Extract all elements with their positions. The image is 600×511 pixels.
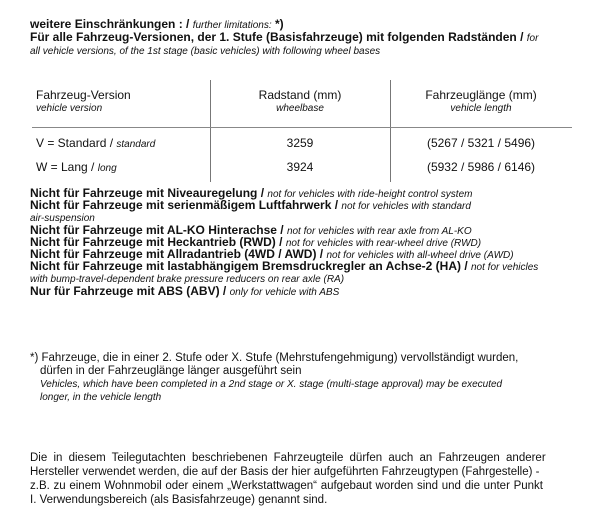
footnote-line-en: Vehicles, which have been completed in a 2nd stage or X. stage (multi-stage approval) may be executed xyxy=(40,379,503,390)
restriction: Nicht für Fahrzeuge mit Niveauregelung / not for vehicles with ride-height control system xyxy=(30,186,473,200)
header-wheelbase: Radstand (mm) wheelbase xyxy=(258,88,342,114)
restriction: Nur für Fahrzeuge mit ABS (ABV) / only for vehicle with ABS xyxy=(30,284,340,298)
footnote-line-en: longer, in the vehicle length xyxy=(40,392,162,403)
restriction: Nicht für Fahrzeuge mit Heckantrieb (RWD) / not for vehicles with rear-wheel drive (RWD) xyxy=(30,235,482,249)
restriction: Nicht für Fahrzeuge mit Allradantrieb (4WD / AWD) / not for vehicles with all-wheel drive (AWD) xyxy=(30,247,514,261)
closing-paragraph-line: I. Verwendungsbereich (als Basisfahrzeuge) genannt sind. xyxy=(30,494,328,506)
row-wheelbase: 3924 xyxy=(286,160,314,174)
closing-paragraph-line: Hersteller verwendet werden, die auf der Basis der hier aufgeführten Fahrzeugtypen (Fahrgestelle) - xyxy=(30,466,540,478)
scope-de: Für alle Fahrzeug-Versionen, der 1. Stufe (Basisfahrzeuge) mit folgenden Radständen / xyxy=(30,30,524,44)
header-version: Fahrzeug-Version vehicle version xyxy=(36,88,131,114)
closing-paragraph-line: z.B. zu einem Wohnmobil oder einem „Werkstattwagen“ aufgebaut worden sind und die unter Punkt xyxy=(30,480,543,492)
restriction: Nicht für Fahrzeuge mit serienmäßigem Luftfahrwerk / not for vehicles with standard xyxy=(30,198,471,212)
footnote-line: dürfen in der Fahrzeuglänge länger ausgeführt sein xyxy=(40,365,302,377)
row-version: V = Standard / standard xyxy=(36,136,156,150)
header-divider xyxy=(32,127,572,128)
header-length: Fahrzeuglänge (mm) vehicle length xyxy=(425,88,537,114)
row-version: W = Lang / long xyxy=(36,160,117,174)
restriction: Nicht für Fahrzeuge mit AL-KO Hinterachse / not for vehicles with rear axle from AL-KO xyxy=(30,223,472,237)
restriction-continued: with bump-travel-dependent brake pressure reducers on rear axle (RA) xyxy=(30,274,345,285)
heading-de: weitere Einschränkungen : / xyxy=(30,17,190,31)
scope-en: for xyxy=(526,33,539,44)
heading-en: further limitations: xyxy=(192,20,272,31)
closing-paragraph-line: Die in diesem Teilegutachten beschriebenen Fahrzeugteile dürfen auch an Fahrzeugen anderer xyxy=(30,452,546,464)
heading-line-3: all vehicle versions, of the 1st stage (basic vehicles) with following wheel bases xyxy=(30,46,381,57)
restriction: Nicht für Fahrzeuge mit lastabhängigem Bremsdruckregler an Achse-2 (HA) / not for vehicles xyxy=(30,259,539,273)
heading-line-2 xyxy=(30,31,538,45)
footnote-marker: *) xyxy=(274,17,284,31)
row-wheelbase: 3259 xyxy=(286,136,314,150)
wheelbase-table xyxy=(32,80,572,182)
row-length: (5932 / 5986 / 6146) xyxy=(426,160,536,174)
restriction-continued: air-suspension xyxy=(30,213,95,224)
row-length: (5267 / 5321 / 5496) xyxy=(426,136,536,150)
footnote-line: *) Fahrzeuge, die in einer 2. Stufe oder X. Stufe (Mehrstufengehmigung) vervollständigt wurden, xyxy=(30,352,519,364)
